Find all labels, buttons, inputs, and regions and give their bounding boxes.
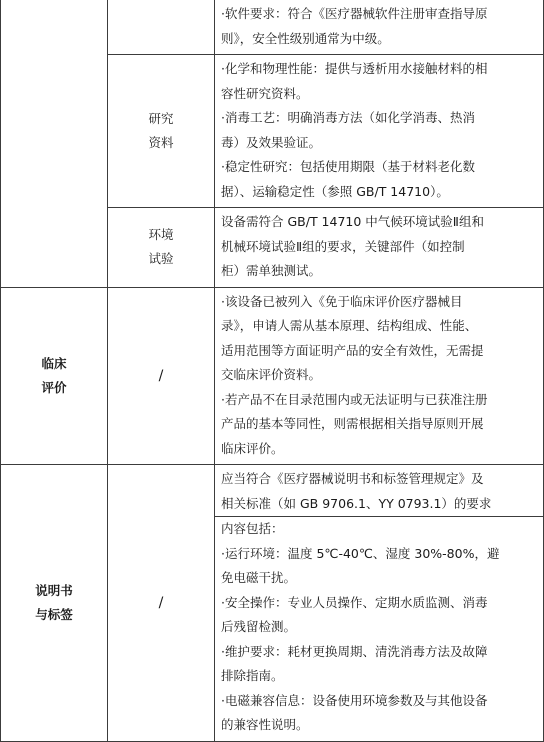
subsection-label: 资料 (148, 135, 174, 150)
subsection-cell-none: / (108, 465, 215, 742)
content-line: 据）、运输稳定性（参照 GB/T 14710）。 (221, 183, 449, 199)
section-label: 评价 (41, 379, 67, 395)
content-line: ·维护要求：耗材更换周期、清洗消毒方法及故障 (221, 643, 488, 659)
content-line: 交临床评价资料。 (221, 367, 322, 382)
table-row (1, 465, 544, 742)
content-line: ·安全操作：专业人员操作、定期水质监测、消毒 (221, 594, 488, 610)
content-line: ·化学和物理性能：提供与透析用水接触材料的相 (221, 61, 488, 76)
section-cell-manual (1, 465, 108, 742)
content-line: 临床评价。 (221, 440, 284, 456)
subsection-label: 研究 (148, 111, 174, 126)
content-line: 毒）及效果验证。 (221, 134, 322, 150)
subsection-cell-research (108, 55, 215, 208)
section-label: 与标签 (35, 606, 73, 622)
subsection-label: 试验 (148, 251, 174, 267)
content-line: 应当符合《医疗器械说明书和标签管理规定》及 (221, 471, 484, 486)
content-cell (215, 0, 544, 55)
content-cell (215, 287, 544, 465)
content-line: ·稳定性研究：包括使用期限（基于材料老化数 (221, 159, 475, 174)
content-line: 相关标准（如 GB 9706.1、YY 0793.1）的要求 (221, 495, 492, 511)
content-line: ·该设备已被列入《免于临床评价医疗器械目 (221, 293, 463, 309)
content-line: 录》，申请人需从基本原理、结构组成、性能、 (221, 318, 478, 333)
content-line: ·电磁兼容信息：设备使用环境参数及与其他设备 (221, 692, 488, 708)
content-line: ·运行环境：温度 5℃-40℃、湿度 30%-80%，避 (221, 545, 500, 561)
content-line: 产品的基本等同性，则需根据相关指导原则开展 (221, 416, 484, 431)
content-line: 内容包括： (221, 521, 284, 536)
table-row (1, 0, 544, 55)
table-row (1, 287, 544, 465)
content-line: 柜）需单独测试。 (221, 263, 322, 278)
content-line: 设备需符合 GB/T 14710 中气候环境试验Ⅱ组和 (221, 214, 484, 229)
subsection-label: 环境 (148, 227, 174, 243)
section-cell-clinical (1, 287, 108, 465)
subsection-cell-environment (108, 208, 215, 288)
content-line: 则》，安全性级别通常为中级。 (221, 30, 390, 46)
subsection-cell-empty (108, 0, 215, 55)
section-label: 说明书 (35, 582, 73, 598)
content-line: 机械环境试验Ⅱ组的要求，关键部件（如控制 (221, 238, 465, 254)
content-cell (215, 55, 544, 208)
subsection-cell-none: / (108, 287, 215, 465)
content-line: 后残留检测。 (221, 619, 297, 634)
content-line: 免电磁干扰。 (221, 570, 297, 585)
content-line: 容性研究资料。 (221, 85, 309, 101)
content-line: 排除指南。 (221, 668, 284, 683)
content-cell (215, 208, 544, 288)
content-line: ·消毒工艺：明确消毒方法（如化学消毒、热消 (221, 110, 475, 125)
content-line: 的兼容性说明。 (221, 717, 309, 732)
content-line: 适用范围等方面证明产品的安全有效性，无需提 (221, 342, 484, 358)
content-line: ·软件要求：符合《医疗器械软件注册审查指导原 (221, 6, 488, 21)
content-cell (215, 465, 544, 742)
section-label: 临床 (41, 355, 67, 371)
section-cell-continued (1, 0, 108, 287)
content-line: ·若产品不在目录范围内或无法证明与已获准注册 (221, 391, 488, 407)
